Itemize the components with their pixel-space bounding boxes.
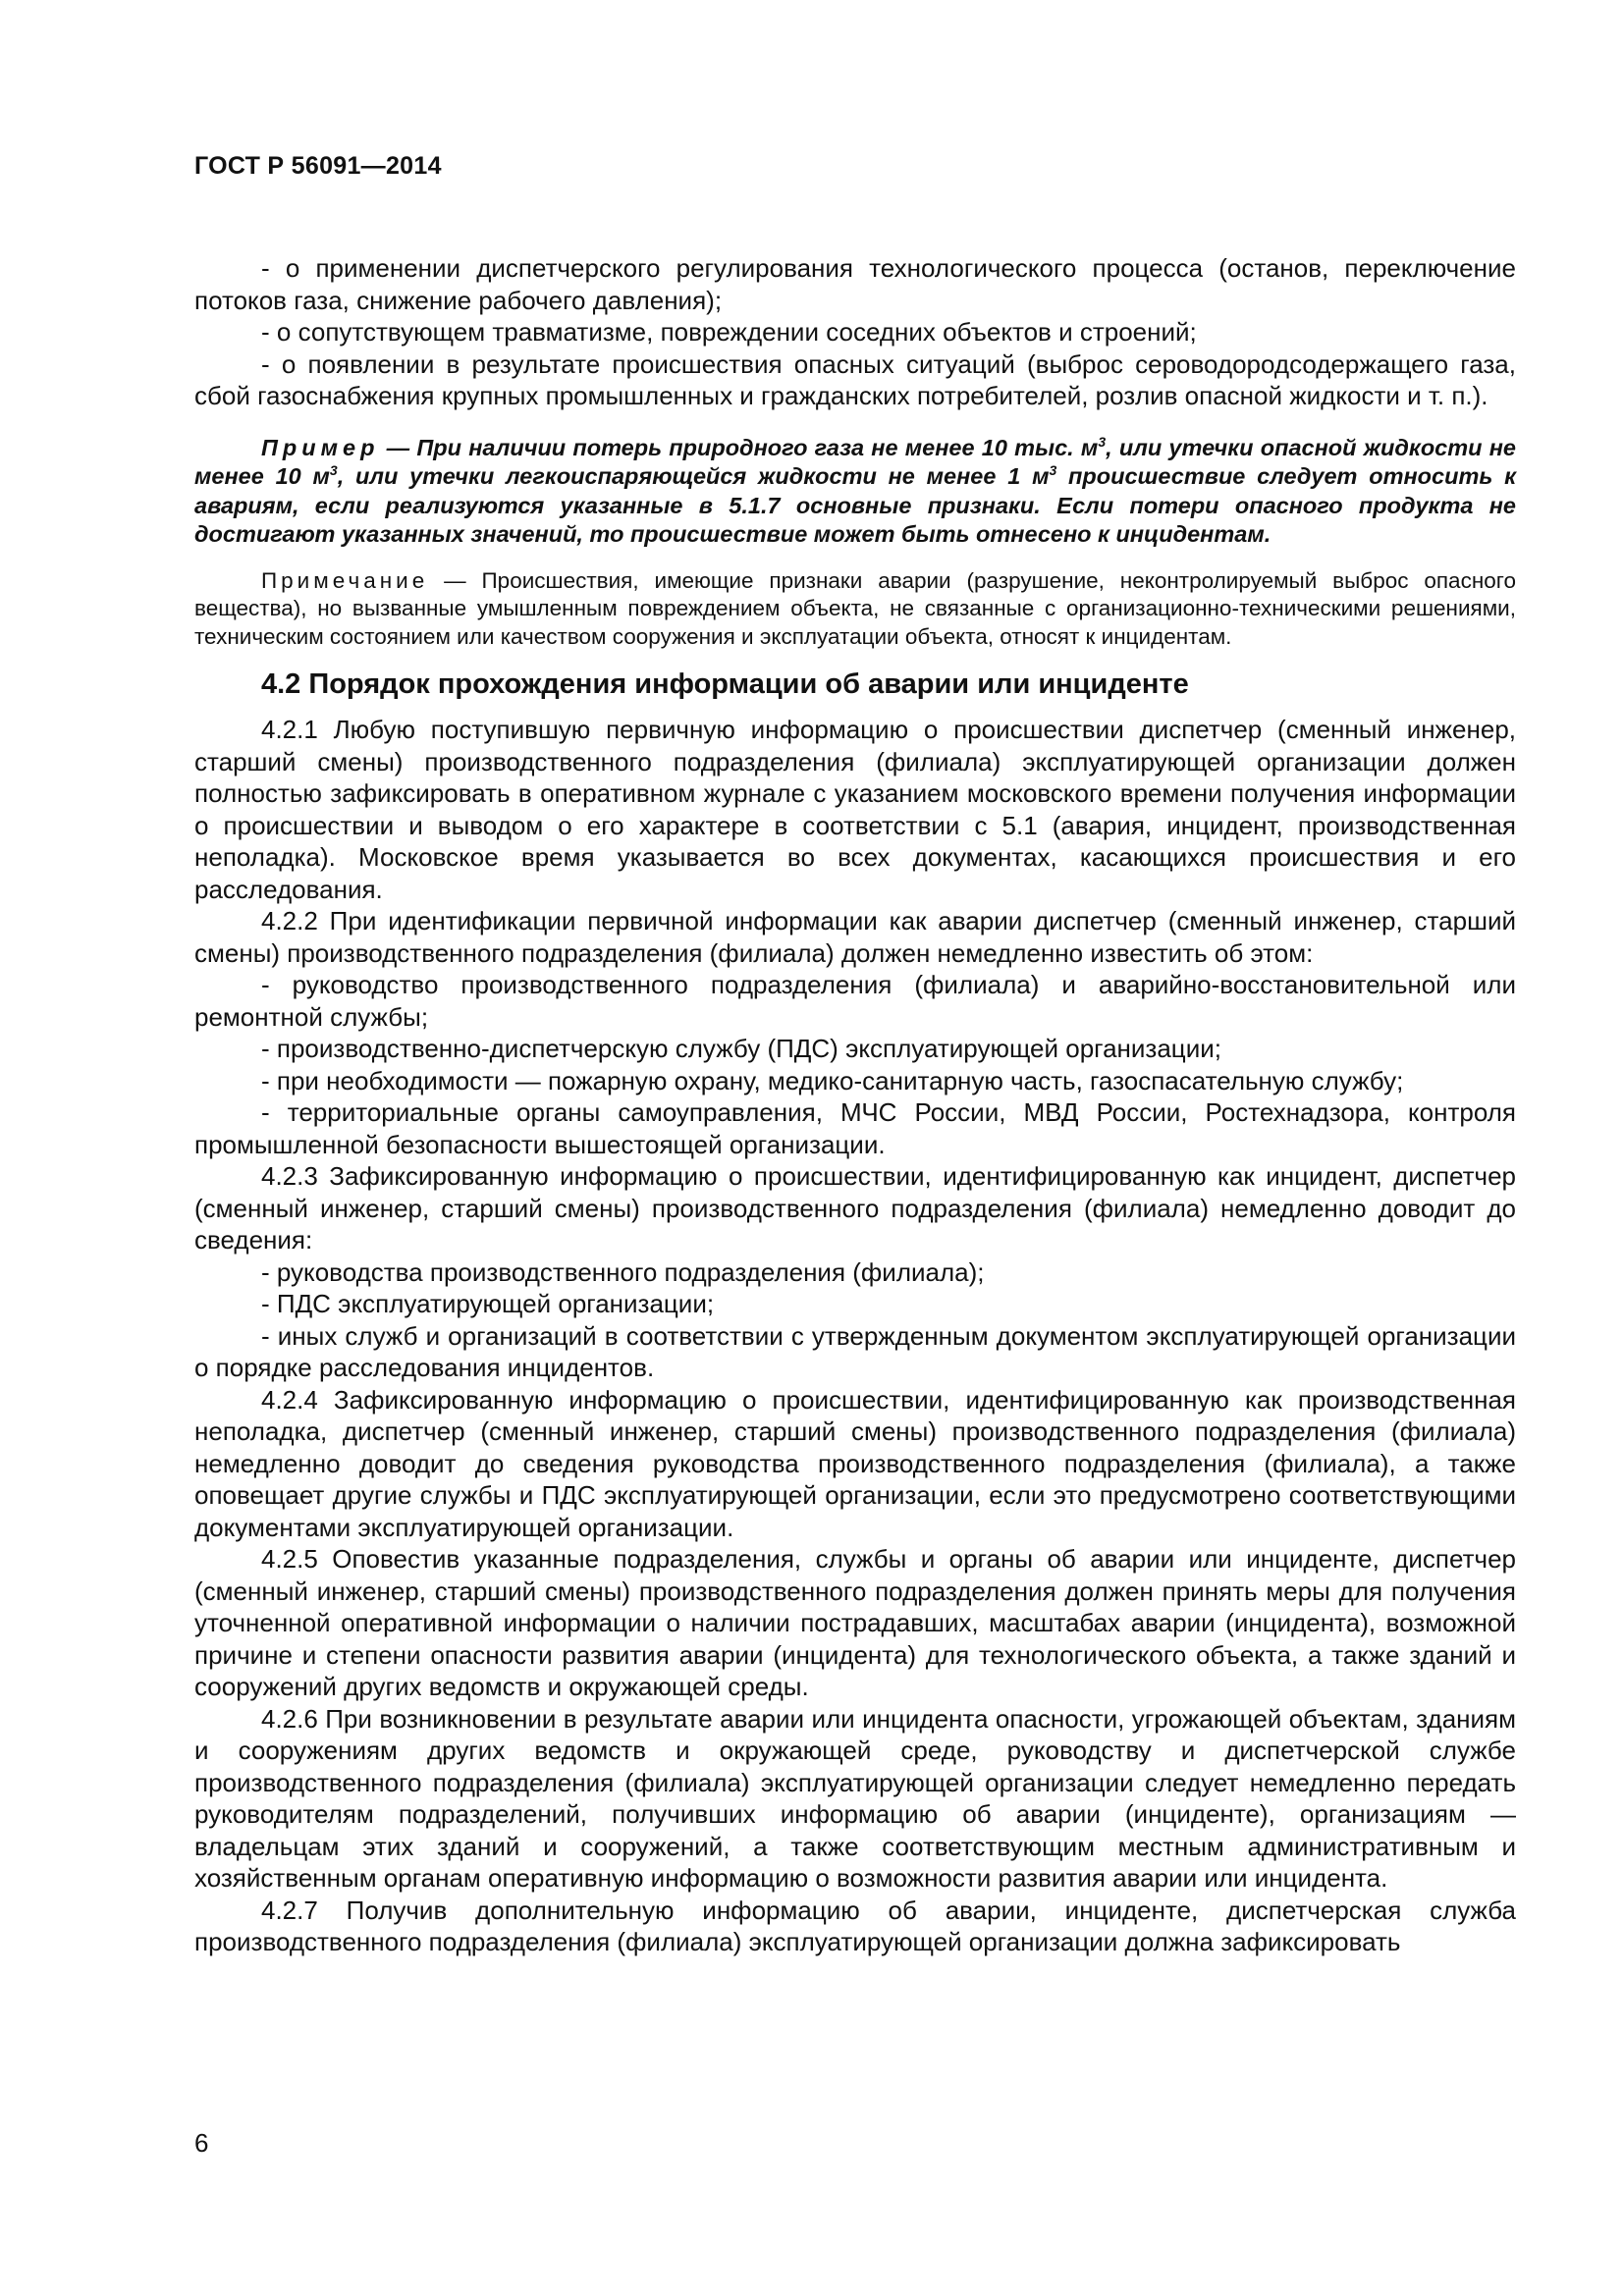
paragraph: 4.2.1 Любую поступившую первичную информацию о происшествии диспетчер (сменный инженер, старший смены) производственного подразделения (филиала) эксплуатирующей организации должен полностью зафиксировать в оперативном журнале с указанием московского времени получения информации о происшествии и выводом о его характере в соответствии с 5.1 (авария, инцидент, производственная неполадка). Московское время указывается во всех документах, касающихся происшествия и его расследования.	[194, 715, 1516, 904]
list-item: - о применении диспетчерского регулирования технологического процесса (останов, переключение потоков газа, снижение рабочего давления);	[194, 253, 1516, 315]
paragraph: 4.2.7 Получив дополнительную информацию об аварии, инциденте, диспетчерская служба производственного подразделения (филиала) эксплуатирующей организации должна зафиксировать	[194, 1895, 1516, 1956]
superscript: 3	[1049, 462, 1057, 478]
document-header: ГОСТ Р 56091—2014	[194, 152, 442, 180]
superscript: 3	[1098, 433, 1107, 450]
list-item: - ПДС эксплуатирующей организации;	[261, 1289, 715, 1318]
example-label: Пример	[261, 434, 380, 460]
list-item: - иных служб и организаций в соответствии с утвержденным документом эксплуатирующей организации о порядке расследования инцидентов.	[194, 1320, 1516, 1382]
list-item: - о сопутствующем травматизме, повреждении соседних объектов и строений;	[261, 317, 1197, 347]
example-text: происшествие следует относить к авариям, если реализуются указанные в 5.1.7 основные признаки. Если потери опасного продукта не достигают указанных значений, то происшествие может быть отнесено к инцидентам.	[194, 463, 1517, 547]
paragraph: 4.2.3 Зафиксированную информацию о происшествии, идентифицированную как инцидент, диспетчер (сменный инженер, старший смены) производственного подразделения (филиала) немедленно доводит до сведения:	[194, 1161, 1516, 1255]
list-item: - производственно-диспетчерскую службу (ПДС) эксплуатирующей организации;	[261, 1034, 1221, 1063]
paragraph: 4.2.6 При возникновении в результате аварии или инцидента опасности, угрожающей объектам, зданиям и сооружениям других ведомств и окружающей среде, руководству и диспетчерской службе производственного подразделения (филиала) эксплуатирующей организации следует немедленно передать руководителям подразделений, получивших информацию об аварии (инциденте), организациям — владельцам этих зданий и сооружений, а также соответствующим местным административным и хозяйственным органам оперативную информацию о возможности развития аварии или инцидента.	[194, 1703, 1516, 1893]
superscript: 3	[329, 462, 338, 478]
document-body	[194, 252, 1516, 1958]
note-block	[194, 567, 1516, 652]
list-item: - руководство производственного подразделения (филиала) и аварийно-восстановительной или ремонтной службы;	[194, 970, 1516, 1032]
example-block	[194, 434, 1516, 550]
example-text: , или утечки легкоиспаряющейся жидкости не менее 1 м	[337, 463, 1050, 489]
example-text: — При наличии потерь природного газа не менее 10 тыс. м	[379, 434, 1099, 460]
list-item: - руководства производственного подразделения (филиала);	[261, 1256, 985, 1287]
section-title: 4.2 Порядок прохождения информации об аварии или инциденте	[261, 668, 1189, 700]
paragraph: 4.2.4 Зафиксированную информацию о происшествии, идентифицированную как производственная неполадка, диспетчер (сменный инженер, старший смены) производственного подразделения (филиала) немедленно доводит до сведения руководства производственного подразделения (филиала), а также оповещает другие службы и ПДС эксплуатирующей организации, если это предусмотрено соответствующими документами эксплуатирующей организации.	[194, 1384, 1516, 1542]
paragraph: 4.2.2 При идентификации первичной информации как аварии диспетчер (сменный инженер, старший смены) производственного подразделения (филиала) должен немедленно известить об этом:	[194, 906, 1516, 968]
page-number: 6	[194, 2128, 209, 2158]
list-item: - при необходимости — пожарную охрану, медико-санитарную часть, газоспасательную службу;	[261, 1065, 1404, 1095]
example-text: , или утечки опасной жидкости не менее 10 м	[194, 434, 1516, 489]
list-item: - территориальные органы самоуправления, МЧС России, МВД России, Ростехнадзора, контроля промышленной безопасности вышестоящей организации.	[194, 1097, 1516, 1159]
note-text: — Происшествия, имеющие признаки аварии (разрушение, неконтролируемый выброс опасного вещества), но вызванные умышленным повреждением объекта, не связанные с организационно-техническими решениями, техническим состоянием или качеством сооружения и эксплуатации объекта, относят к инцидентам.	[194, 567, 1516, 649]
paragraph: 4.2.5 Оповестив указанные подразделения, службы и органы об аварии или инциденте, диспетчер (сменный инженер, старший смены) производственного подразделения должен принять меры для получения уточненной оперативной информации о наличии пострадавших, масштабах аварии (инцидента), возможной причине и степени опасности развития аварии (инцидента) для технологического объекта, а также зданий и сооружений других ведомств и окружающей среды.	[194, 1544, 1516, 1701]
list-item: - о появлении в результате происшествия опасных ситуаций (выброс сероводородсодержащего газа, сбой газоснабжения крупных промышленных и гражданских потребителей, розлив опасной жидкости и т. п.).	[194, 348, 1516, 410]
note-label: Примечание	[261, 567, 429, 593]
